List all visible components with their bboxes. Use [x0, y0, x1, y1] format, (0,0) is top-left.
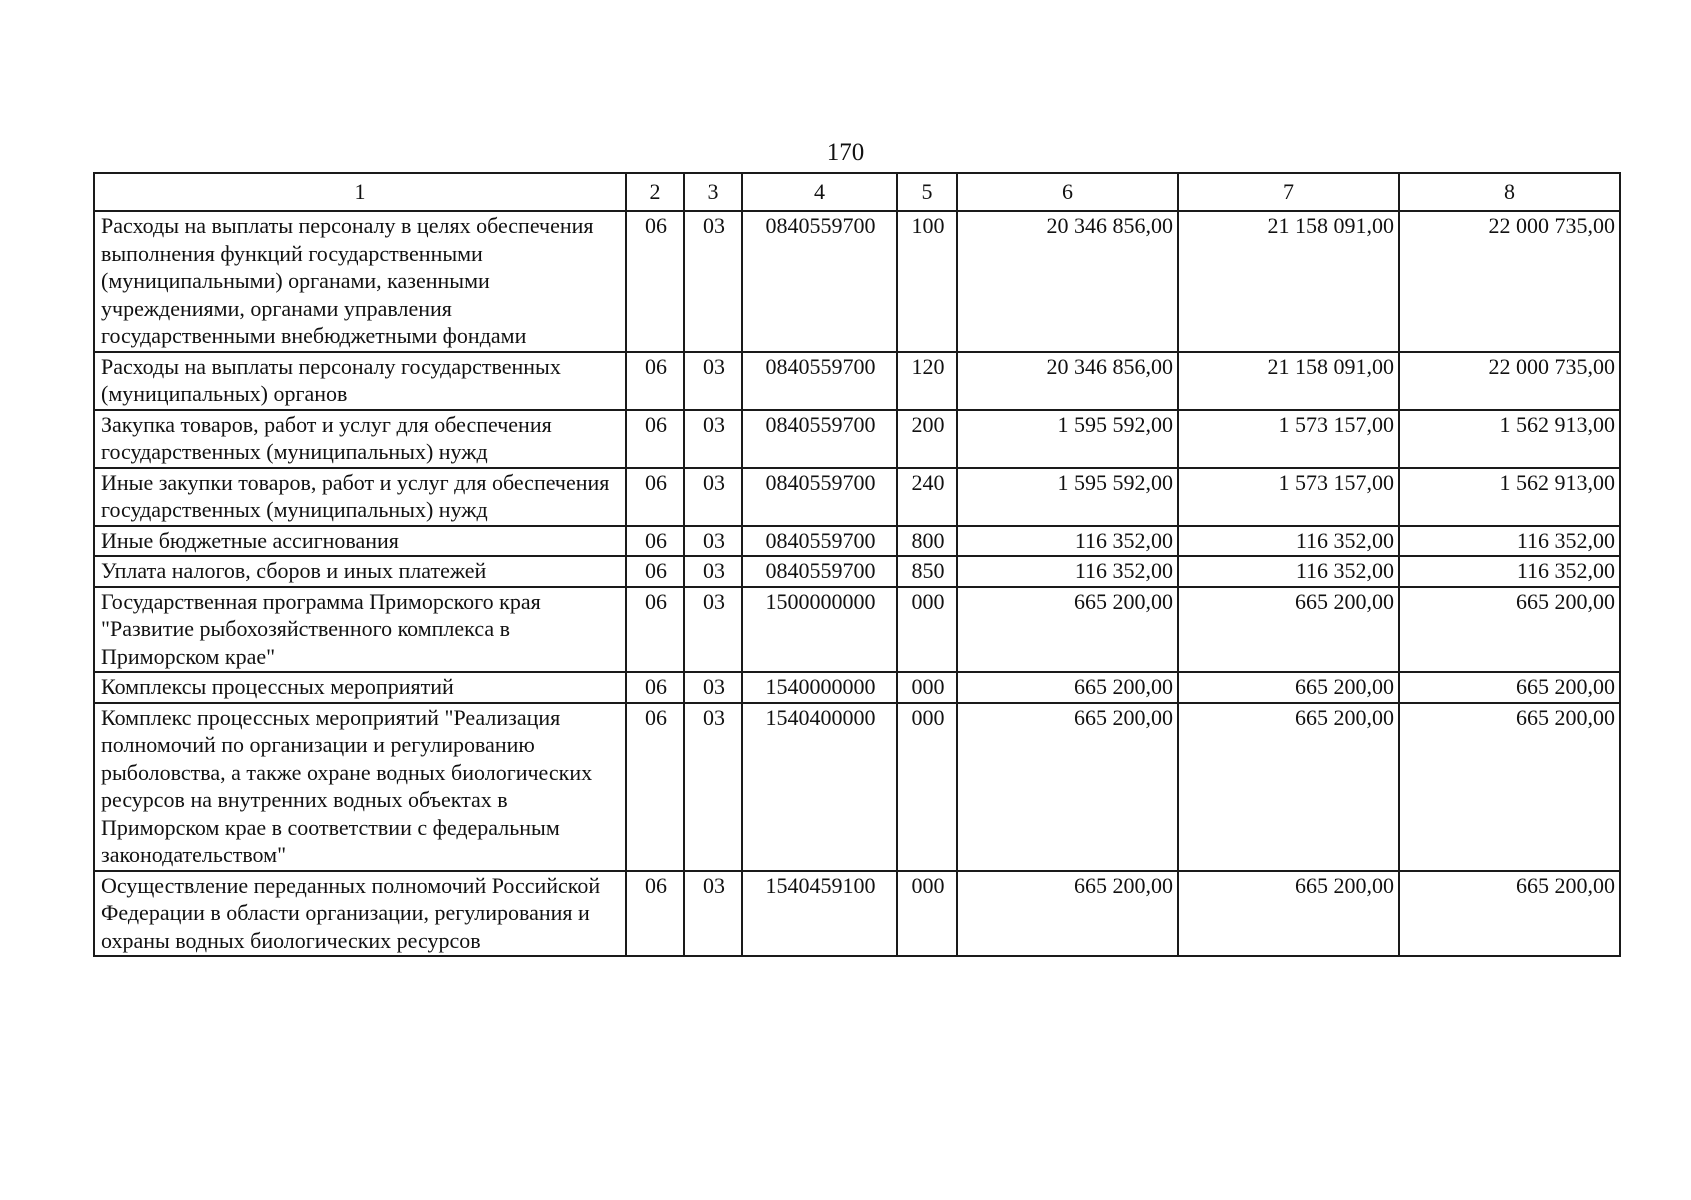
row-expense-type: 850 — [897, 556, 957, 587]
row-amount-3: 1 562 913,00 — [1399, 410, 1620, 468]
header-cell-4: 4 — [742, 173, 897, 211]
row-subsection: 03 — [684, 211, 742, 352]
row-amount-1: 665 200,00 — [957, 587, 1178, 673]
header-cell-8: 8 — [1399, 173, 1620, 211]
table-row — [94, 871, 1620, 957]
budget-table — [93, 172, 1621, 957]
row-section: 06 — [626, 703, 684, 871]
table-row — [94, 672, 1620, 703]
row-target-code: 0840559700 — [742, 468, 897, 526]
row-description: Иные бюджетные ассигнования — [94, 526, 626, 557]
row-expense-type: 800 — [897, 526, 957, 557]
table-row — [94, 526, 1620, 557]
row-amount-2: 21 158 091,00 — [1178, 352, 1399, 410]
table-row — [94, 410, 1620, 468]
row-description: Комплекс процессных мероприятий "Реализация полномочий по организации и регулированию рыболовства, а также охране водных биологических ресурсов на внутренних водных объектах в Приморском крае в соответствии с федеральным законодательством" — [94, 703, 626, 871]
row-target-code: 0840559700 — [742, 352, 897, 410]
row-amount-1: 20 346 856,00 — [957, 352, 1178, 410]
row-amount-2: 116 352,00 — [1178, 526, 1399, 557]
row-expense-type: 200 — [897, 410, 957, 468]
row-section: 06 — [626, 211, 684, 352]
row-section: 06 — [626, 587, 684, 673]
row-amount-2: 1 573 157,00 — [1178, 468, 1399, 526]
table-row — [94, 468, 1620, 526]
row-expense-type: 100 — [897, 211, 957, 352]
row-description: Закупка товаров, работ и услуг для обеспечения государственных (муниципальных) нужд — [94, 410, 626, 468]
row-target-code: 1540459100 — [742, 871, 897, 957]
table-row — [94, 352, 1620, 410]
row-amount-3: 22 000 735,00 — [1399, 352, 1620, 410]
row-amount-1: 116 352,00 — [957, 526, 1178, 557]
row-section: 06 — [626, 871, 684, 957]
row-section: 06 — [626, 556, 684, 587]
header-cell-2: 2 — [626, 173, 684, 211]
row-amount-1: 665 200,00 — [957, 703, 1178, 871]
row-subsection: 03 — [684, 468, 742, 526]
row-amount-3: 116 352,00 — [1399, 526, 1620, 557]
row-subsection: 03 — [684, 352, 742, 410]
row-target-code: 1540400000 — [742, 703, 897, 871]
row-section: 06 — [626, 352, 684, 410]
row-expense-type: 120 — [897, 352, 957, 410]
row-expense-type: 240 — [897, 468, 957, 526]
row-amount-3: 1 562 913,00 — [1399, 468, 1620, 526]
row-amount-1: 665 200,00 — [957, 672, 1178, 703]
row-description: Комплексы процессных мероприятий — [94, 672, 626, 703]
header-cell-5: 5 — [897, 173, 957, 211]
row-section: 06 — [626, 468, 684, 526]
row-amount-2: 21 158 091,00 — [1178, 211, 1399, 352]
row-description: Расходы на выплаты персоналу государственных (муниципальных) органов — [94, 352, 626, 410]
page-number: 170 — [826, 139, 865, 166]
header-cell-6: 6 — [957, 173, 1178, 211]
header-row — [94, 173, 1620, 211]
row-section: 06 — [626, 410, 684, 468]
row-amount-2: 665 200,00 — [1178, 703, 1399, 871]
row-target-code: 0840559700 — [742, 211, 897, 352]
row-description: Иные закупки товаров, работ и услуг для обеспечения государственных (муниципальных) нужд — [94, 468, 626, 526]
row-amount-3: 22 000 735,00 — [1399, 211, 1620, 352]
row-subsection: 03 — [684, 587, 742, 673]
row-expense-type: 000 — [897, 672, 957, 703]
row-target-code: 1500000000 — [742, 587, 897, 673]
row-amount-2: 665 200,00 — [1178, 587, 1399, 673]
table-row — [94, 587, 1620, 673]
row-expense-type: 000 — [897, 703, 957, 871]
row-amount-1: 665 200,00 — [957, 871, 1178, 957]
row-description: Государственная программа Приморского края "Развитие рыбохозяйственного комплекса в Приморском крае" — [94, 587, 626, 673]
row-subsection: 03 — [684, 703, 742, 871]
header-cell-7: 7 — [1178, 173, 1399, 211]
row-section: 06 — [626, 526, 684, 557]
row-amount-1: 1 595 592,00 — [957, 468, 1178, 526]
row-expense-type: 000 — [897, 587, 957, 673]
row-target-code: 0840559700 — [742, 526, 897, 557]
header-cell-1: 1 — [94, 173, 626, 211]
row-subsection: 03 — [684, 556, 742, 587]
row-amount-3: 665 200,00 — [1399, 587, 1620, 673]
row-amount-1: 20 346 856,00 — [957, 211, 1178, 352]
row-amount-2: 1 573 157,00 — [1178, 410, 1399, 468]
row-target-code: 1540000000 — [742, 672, 897, 703]
table-row — [94, 703, 1620, 871]
row-expense-type: 000 — [897, 871, 957, 957]
table-row — [94, 211, 1620, 352]
row-subsection: 03 — [684, 871, 742, 957]
row-target-code: 0840559700 — [742, 410, 897, 468]
row-amount-3: 665 200,00 — [1399, 871, 1620, 957]
row-amount-2: 665 200,00 — [1178, 871, 1399, 957]
row-target-code: 0840559700 — [742, 556, 897, 587]
row-amount-3: 665 200,00 — [1399, 672, 1620, 703]
row-amount-1: 116 352,00 — [957, 556, 1178, 587]
table-row — [94, 556, 1620, 587]
row-subsection: 03 — [684, 410, 742, 468]
row-description: Осуществление переданных полномочий Российской Федерации в области организации, регулирования и охраны водных биологических ресурсов — [94, 871, 626, 957]
row-subsection: 03 — [684, 526, 742, 557]
header-cell-3: 3 — [684, 173, 742, 211]
row-amount-2: 116 352,00 — [1178, 556, 1399, 587]
row-description: Расходы на выплаты персоналу в целях обеспечения выполнения функций государственными (муниципальными) органами, казенными учреждениями, органами управления государственными внебюджетными фондами — [94, 211, 626, 352]
row-section: 06 — [626, 672, 684, 703]
row-amount-3: 116 352,00 — [1399, 556, 1620, 587]
row-description: Уплата налогов, сборов и иных платежей — [94, 556, 626, 587]
row-amount-2: 665 200,00 — [1178, 672, 1399, 703]
row-amount-1: 1 595 592,00 — [957, 410, 1178, 468]
row-subsection: 03 — [684, 672, 742, 703]
row-amount-3: 665 200,00 — [1399, 703, 1620, 871]
